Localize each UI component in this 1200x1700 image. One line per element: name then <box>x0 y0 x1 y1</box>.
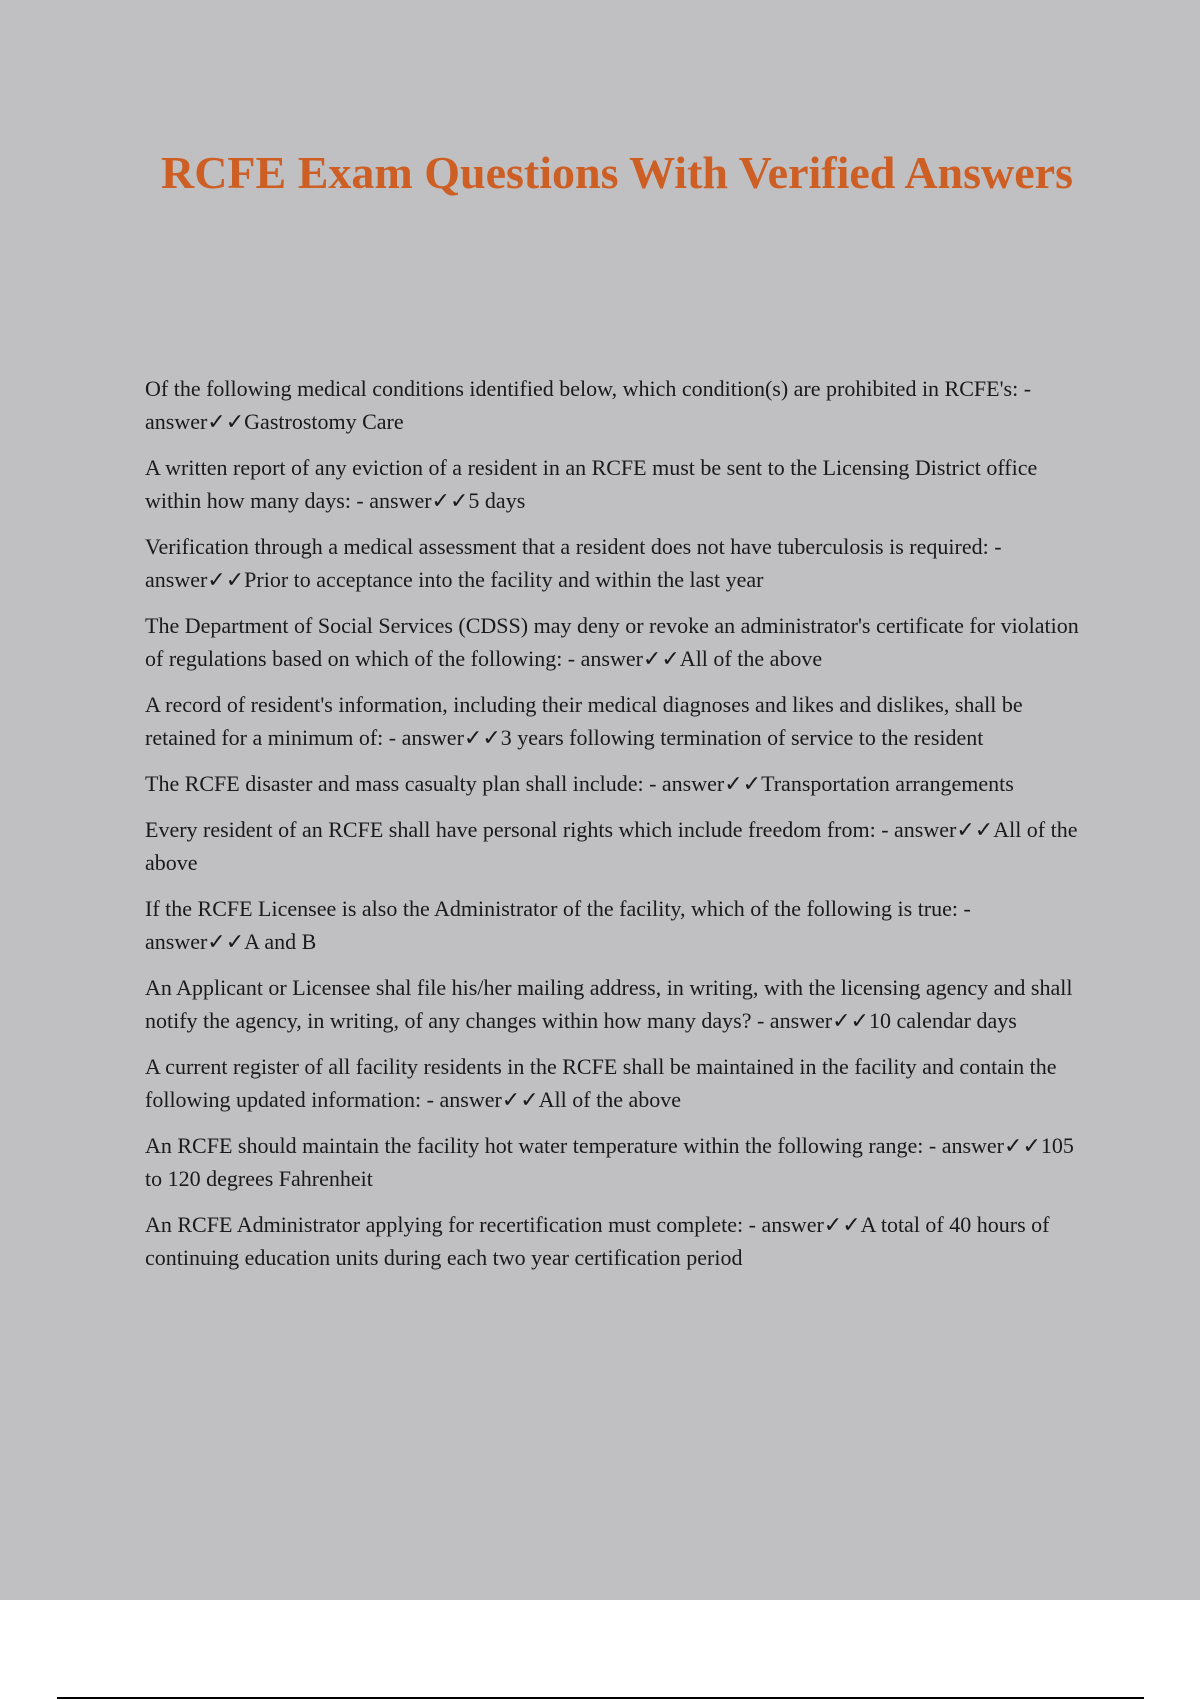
qa-item: A current register of all facility residents in the RCFE shall be maintained in the facility and contain the following updated information: - answer✓✓All of the above <box>145 1054 1057 1112</box>
qa-item: Every resident of an RCFE shall have personal rights which include freedom from: - answer✓✓All of the above <box>145 817 1078 875</box>
qa-item: The RCFE disaster and mass casualty plan shall include: - answer✓✓Transportation arrangements <box>145 771 1014 796</box>
qa-item: An Applicant or Licensee shal file his/her mailing address, in writing, with the licensing agency and shall notify the agency, in writing, of any changes within how many days? - answer✓✓10 calendar days <box>145 975 1073 1033</box>
bottom-divider <box>57 1697 1144 1699</box>
qa-item: An RCFE should maintain the facility hot water temperature within the following range: - answer✓✓105 to 120 degrees Fahrenheit <box>145 1133 1074 1191</box>
qa-item: A record of resident's information, including their medical diagnoses and likes and dislikes, shall be retained for a minimum of: - answer✓✓3 years following termination of service to the resident <box>145 692 1023 750</box>
qa-item: Verification through a medical assessment that a resident does not have tuberculosis is required: - answer✓✓Prior to acceptance into the facility and within the last year <box>145 534 1002 592</box>
qa-list <box>145 372 1090 1287</box>
document-title: RCFE Exam Questions With Verified Answers <box>160 147 1073 198</box>
qa-item: Of the following medical conditions identified below, which condition(s) are prohibited in RCFE's: - answer✓✓Gastrostomy Care <box>145 376 1032 434</box>
qa-item: The Department of Social Services (CDSS) may deny or revoke an administrator's certificate for violation of regulations based on which of the following: - answer✓✓All of the above <box>145 613 1079 671</box>
qa-item: An RCFE Administrator applying for recertification must complete: - answer✓✓A total of 40 hours of continuing education units during each two year certification period <box>145 1212 1050 1270</box>
qa-item: If the RCFE Licensee is also the Administrator of the facility, which of the following is true: - answer✓✓A and B <box>145 896 971 954</box>
qa-item: A written report of any eviction of a resident in an RCFE must be sent to the Licensing District office within how many days: - answer✓✓5 days <box>145 455 1038 513</box>
